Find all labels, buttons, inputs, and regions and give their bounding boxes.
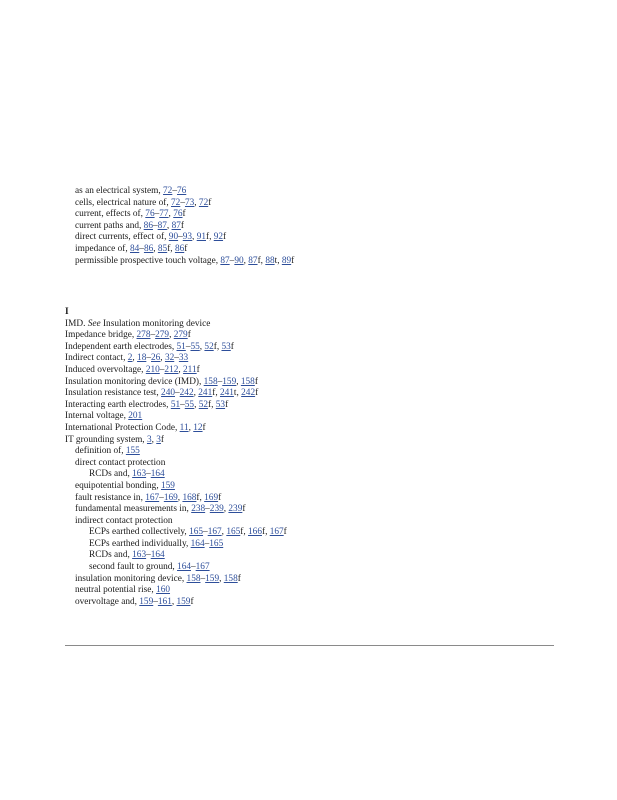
page-ref-link[interactable]: 210 — [145, 364, 160, 375]
entry-text: International Protection Code, — [65, 422, 180, 433]
page-ref-link[interactable]: 164 — [177, 562, 191, 573]
page-ref-link[interactable]: 159 — [176, 596, 191, 607]
index-entry — [65, 388, 577, 400]
page-ref-link[interactable]: 241 — [219, 388, 234, 399]
page-ref-link[interactable]: 84 — [129, 243, 140, 254]
index-subentry — [65, 516, 577, 528]
index-subentry — [65, 186, 577, 198]
entry-text: – — [154, 209, 160, 220]
index-entry — [65, 342, 577, 354]
page-ref-link[interactable]: 12 — [193, 422, 203, 433]
page-ref-link[interactable]: 239 — [209, 504, 224, 515]
page-ref-link[interactable]: 168 — [182, 492, 197, 503]
index-entry — [65, 330, 577, 342]
entry-text: – — [146, 550, 151, 561]
index-block-letter-i — [65, 307, 577, 608]
page-ref-link[interactable]: 92 — [213, 232, 224, 243]
page-ref-link[interactable]: 87 — [157, 220, 167, 231]
entry-text: , — [177, 492, 183, 503]
entry-text: f — [180, 220, 184, 231]
entry-text: – — [153, 596, 158, 607]
entry-text: permissible prospective touch voltage, — [75, 255, 221, 266]
entry-text: f, — [213, 341, 222, 352]
entry-text: fundamental measurements in, — [75, 504, 192, 515]
entry-text: indirect contact protection — [75, 515, 173, 526]
page-ref-link[interactable]: 87 — [171, 220, 181, 231]
index-subentry — [65, 469, 577, 481]
page-ref-link[interactable]: 72 — [163, 186, 173, 196]
entry-text: , — [178, 364, 184, 375]
page-ref-link[interactable]: 86 — [174, 243, 185, 254]
index-entry — [65, 353, 577, 365]
page-ref-link[interactable]: 11 — [179, 422, 189, 433]
page-ref-link[interactable]: 76 — [176, 186, 187, 196]
page-ref-link[interactable]: 72 — [198, 197, 209, 208]
page-ref-link[interactable]: 239 — [228, 504, 243, 515]
page-ref-link[interactable]: 85 — [157, 243, 168, 254]
section-letter-heading: I — [65, 307, 69, 317]
entry-text: f — [283, 527, 287, 538]
entry-text: – — [172, 186, 177, 196]
index-subentry — [65, 232, 577, 244]
entry-text: f — [237, 573, 241, 584]
page-ref-link[interactable]: 169 — [163, 492, 178, 503]
index-subentry — [65, 562, 577, 574]
page-ref-link[interactable]: 3 — [146, 434, 152, 445]
entry-text: , — [194, 399, 199, 410]
page-ref-link[interactable]: 201 — [128, 411, 143, 422]
page-ref-link[interactable]: 212 — [164, 364, 179, 375]
page-ref-link[interactable]: 242 — [241, 388, 256, 399]
entry-text: – — [146, 353, 151, 364]
index-subentry — [65, 244, 577, 256]
entry-text: f — [291, 255, 295, 266]
index-subentry — [65, 504, 577, 516]
index-subentry — [65, 458, 577, 470]
page-ref-link[interactable]: 155 — [125, 446, 140, 457]
page-ref-link[interactable]: 53 — [221, 341, 231, 352]
entry-text: t, — [233, 388, 242, 399]
page-ref-link[interactable]: 53 — [215, 399, 226, 410]
entry-text: insulation monitoring device, — [75, 573, 187, 584]
page-ref-link[interactable]: 93 — [182, 232, 193, 243]
index-block-continuation — [65, 186, 577, 267]
page-ref-link[interactable]: 159 — [160, 480, 175, 491]
entry-text: , — [243, 255, 249, 266]
page-ref-link[interactable]: 51 — [170, 399, 181, 410]
page-ref-link[interactable]: 55 — [184, 399, 195, 410]
entry-text: – — [217, 376, 223, 387]
index-entry — [65, 411, 577, 423]
entry-text: RCDs and, — [89, 550, 133, 561]
page-ref-link[interactable]: 33 — [178, 353, 189, 364]
entry-text: – — [139, 243, 144, 254]
entry-text: Indirect contact, — [65, 353, 128, 364]
index-subentry — [65, 256, 577, 268]
entry-text: , — [160, 353, 165, 364]
entry-text: – — [200, 573, 206, 584]
entry-text: f, — [212, 388, 220, 399]
entry-text: , — [192, 232, 197, 243]
page-ref-link[interactable]: 167 — [269, 527, 284, 538]
entry-text: f — [196, 364, 200, 375]
entry-text: f — [223, 232, 227, 243]
entry-text: – — [205, 504, 210, 515]
entry-text: Induced overvoltage, — [65, 364, 146, 375]
entry-text: direct contact protection — [75, 457, 166, 468]
page-ref-link[interactable]: 167 — [145, 492, 160, 503]
page-ref-link[interactable]: 163 — [132, 469, 147, 480]
entry-text: , — [223, 504, 229, 515]
entry-text: , — [171, 596, 177, 607]
page-ref-link[interactable]: 18 — [137, 353, 147, 364]
entry-text: , — [219, 573, 224, 584]
entry-text: – — [178, 232, 183, 243]
page-ref-link[interactable]: 169 — [204, 492, 219, 503]
index-subentry — [65, 446, 577, 458]
page-ref-link[interactable]: 3 — [156, 434, 161, 445]
page-ref-link[interactable]: 161 — [157, 596, 172, 607]
entry-text: f, — [206, 232, 214, 243]
entry-text: – — [159, 364, 165, 375]
entry-text: , — [168, 209, 174, 220]
page-ref-link[interactable]: 77 — [159, 209, 169, 220]
page-ref-link[interactable]: 51 — [176, 341, 186, 352]
entry-text: f — [254, 376, 258, 387]
page-ref-link[interactable]: 2 — [127, 353, 133, 364]
entry-text: f — [182, 209, 186, 220]
page-ref-link[interactable]: 166 — [248, 527, 262, 538]
entry-text: – — [185, 341, 191, 352]
page-ref-link[interactable]: 165 — [189, 527, 204, 538]
entry-text: f, — [167, 243, 175, 254]
entry-text: impedance of, — [75, 243, 130, 254]
page-ref-link[interactable]: 165 — [226, 527, 241, 538]
entry-text: f — [187, 330, 191, 341]
entry-text: f — [190, 596, 194, 607]
page-ref-link[interactable]: 86 — [143, 220, 153, 231]
entry-text: direct currents, effect of, — [75, 232, 169, 243]
entry-text: current, effects of, — [75, 209, 146, 220]
index-subentry — [65, 597, 577, 609]
entry-text: Independent earth electrodes, — [65, 341, 177, 352]
page-ref-link[interactable]: 164 — [190, 538, 205, 549]
entry-text: , — [221, 527, 227, 538]
page-ref-link[interactable]: 158 — [203, 376, 218, 387]
entry-text: overvoltage and, — [75, 596, 140, 607]
page-ref-link[interactable]: 73 — [184, 197, 195, 208]
entry-text: , — [132, 353, 138, 364]
page-ref-link[interactable]: 32 — [164, 353, 175, 364]
page-ref-link[interactable]: 52 — [198, 399, 209, 410]
entry-text: , — [166, 220, 172, 231]
index-subentry — [65, 198, 577, 210]
page-ref-link[interactable]: 241 — [198, 388, 213, 399]
page-ref-link[interactable]: 89 — [281, 255, 292, 266]
entry-text: , — [236, 376, 241, 387]
page-ref-link[interactable]: 158 — [186, 573, 201, 584]
entry-text: IMD. — [65, 318, 88, 329]
entry-text: , — [194, 197, 199, 208]
page-ref-link[interactable]: 160 — [156, 585, 171, 596]
entry-text: f — [230, 341, 234, 352]
page-ref-link[interactable]: 164 — [150, 550, 165, 561]
entry-text: , — [151, 434, 157, 445]
page-ref-link[interactable]: 163 — [132, 550, 147, 561]
entry-text: f — [202, 422, 206, 433]
entry-text: Insulation monitoring device (IMD), — [65, 376, 204, 387]
entry-text: f — [255, 388, 259, 399]
page-ref-link[interactable]: 167 — [207, 527, 222, 538]
entry-text: – — [146, 469, 151, 480]
entry-text: ECPs earthed collectively, — [89, 527, 190, 538]
index-entry — [65, 423, 577, 435]
entry-text: f — [242, 504, 246, 515]
entry-text: cells, electrical nature of, — [75, 197, 172, 208]
entry-text: Interacting earth electrodes, — [65, 399, 171, 410]
page-ref-link[interactable]: 55 — [190, 341, 200, 352]
page-ref-link[interactable]: 167 — [195, 562, 210, 573]
entry-text: ECPs earthed individually, — [89, 538, 191, 549]
index-entry — [65, 377, 577, 389]
page-ref-link[interactable]: 164 — [150, 469, 165, 480]
page-ref-link[interactable]: 158 — [223, 573, 238, 584]
entry-text: – — [204, 538, 210, 549]
entry-text: current paths and, — [75, 220, 144, 231]
page-ref-link[interactable]: 76 — [173, 209, 183, 220]
entry-text: neutral potential rise, — [75, 585, 157, 596]
page-ref-link[interactable]: 90 — [168, 232, 179, 243]
entry-text: , — [169, 330, 174, 341]
page-ref-link[interactable]: 52 — [204, 341, 214, 352]
entry-text: f, — [240, 527, 249, 538]
entry-text: f — [160, 434, 165, 445]
page-ref-link[interactable]: 165 — [209, 538, 224, 549]
page-ref-link[interactable]: 211 — [183, 364, 197, 375]
index-entry — [65, 319, 577, 331]
page-ref-link[interactable]: 90 — [234, 255, 244, 266]
page-ref-link[interactable]: 159 — [222, 376, 237, 387]
entry-text: – — [191, 562, 196, 573]
entry-text: – — [159, 492, 164, 503]
entry-text: , — [153, 243, 158, 254]
entry-text: RCDs and, — [89, 469, 133, 480]
page-ref-link[interactable]: 279 — [155, 330, 170, 341]
entry-text: f — [208, 197, 212, 208]
entry-text: Insulation resistance test, — [65, 388, 162, 399]
index-subentry — [65, 574, 577, 586]
index-subentry — [65, 539, 577, 551]
entry-text: – — [174, 353, 179, 364]
entry-text: f, — [208, 399, 216, 410]
page-ref-link[interactable]: 26 — [151, 353, 161, 364]
page-ref-link[interactable]: 240 — [161, 388, 175, 399]
page-ref-link[interactable]: 158 — [240, 376, 255, 387]
page-ref-link[interactable]: 242 — [179, 388, 194, 399]
index-subentry — [65, 221, 577, 233]
footer-rule — [65, 645, 554, 646]
index-subentry — [65, 493, 577, 505]
entry-text: definition of, — [75, 446, 126, 457]
page-ref-link[interactable]: 159 — [139, 596, 154, 607]
index-subentry — [65, 585, 577, 597]
page-ref-link[interactable]: 159 — [205, 573, 220, 584]
entry-text: Internal voltage, — [65, 411, 129, 422]
index-subentry — [65, 550, 577, 562]
page-ref-link[interactable]: 86 — [143, 243, 154, 254]
entry-text: f — [225, 399, 229, 410]
see-reference-label: See — [87, 318, 101, 329]
page-ref-link[interactable]: 91 — [196, 232, 206, 243]
entry-text: Insulation monitoring device — [100, 318, 211, 329]
index-entry — [65, 365, 577, 377]
index-entries-i — [65, 319, 577, 609]
entry-text: – — [229, 255, 235, 266]
entry-text: – — [152, 220, 158, 231]
entry-text: f, — [261, 527, 270, 538]
page-ref-link[interactable]: 238 — [191, 504, 206, 515]
entry-text: – — [180, 197, 185, 208]
page-ref-link[interactable]: 76 — [145, 209, 155, 220]
entry-text: t, — [274, 255, 282, 266]
entry-text: – — [175, 388, 180, 399]
index-subentry — [65, 481, 577, 493]
index-entry — [65, 400, 577, 412]
entry-text: second fault to ground, — [89, 562, 178, 573]
entry-text: , — [188, 422, 194, 433]
entry-text: – — [150, 330, 156, 341]
entry-text: IT grounding system, — [65, 434, 147, 445]
page-ref-link[interactable]: 278 — [136, 330, 151, 341]
page-ref-link[interactable]: 72 — [171, 197, 181, 208]
entry-text: equipotential bonding, — [75, 480, 161, 491]
entry-text: f — [184, 243, 188, 254]
index-entry — [65, 435, 577, 447]
entry-text: – — [203, 527, 208, 538]
entry-text: f, — [257, 255, 266, 266]
page-ref-link[interactable]: 88 — [265, 255, 275, 266]
entry-text: f — [218, 492, 222, 503]
entry-text: , — [193, 388, 199, 399]
entry-text: , — [199, 341, 205, 352]
page-ref-link[interactable]: 279 — [173, 330, 188, 341]
page-ref-link[interactable]: 87 — [220, 255, 230, 266]
entry-text: Impedance bridge, — [65, 330, 137, 341]
index-subentry — [65, 527, 577, 539]
entry-text: fault resistance in, — [75, 492, 146, 503]
entry-text: as an electrical system, — [75, 186, 164, 196]
entry-text: – — [180, 399, 185, 410]
index-subentry — [65, 209, 577, 221]
page-ref-link[interactable]: 87 — [248, 255, 258, 266]
entry-text: f, — [196, 492, 205, 503]
